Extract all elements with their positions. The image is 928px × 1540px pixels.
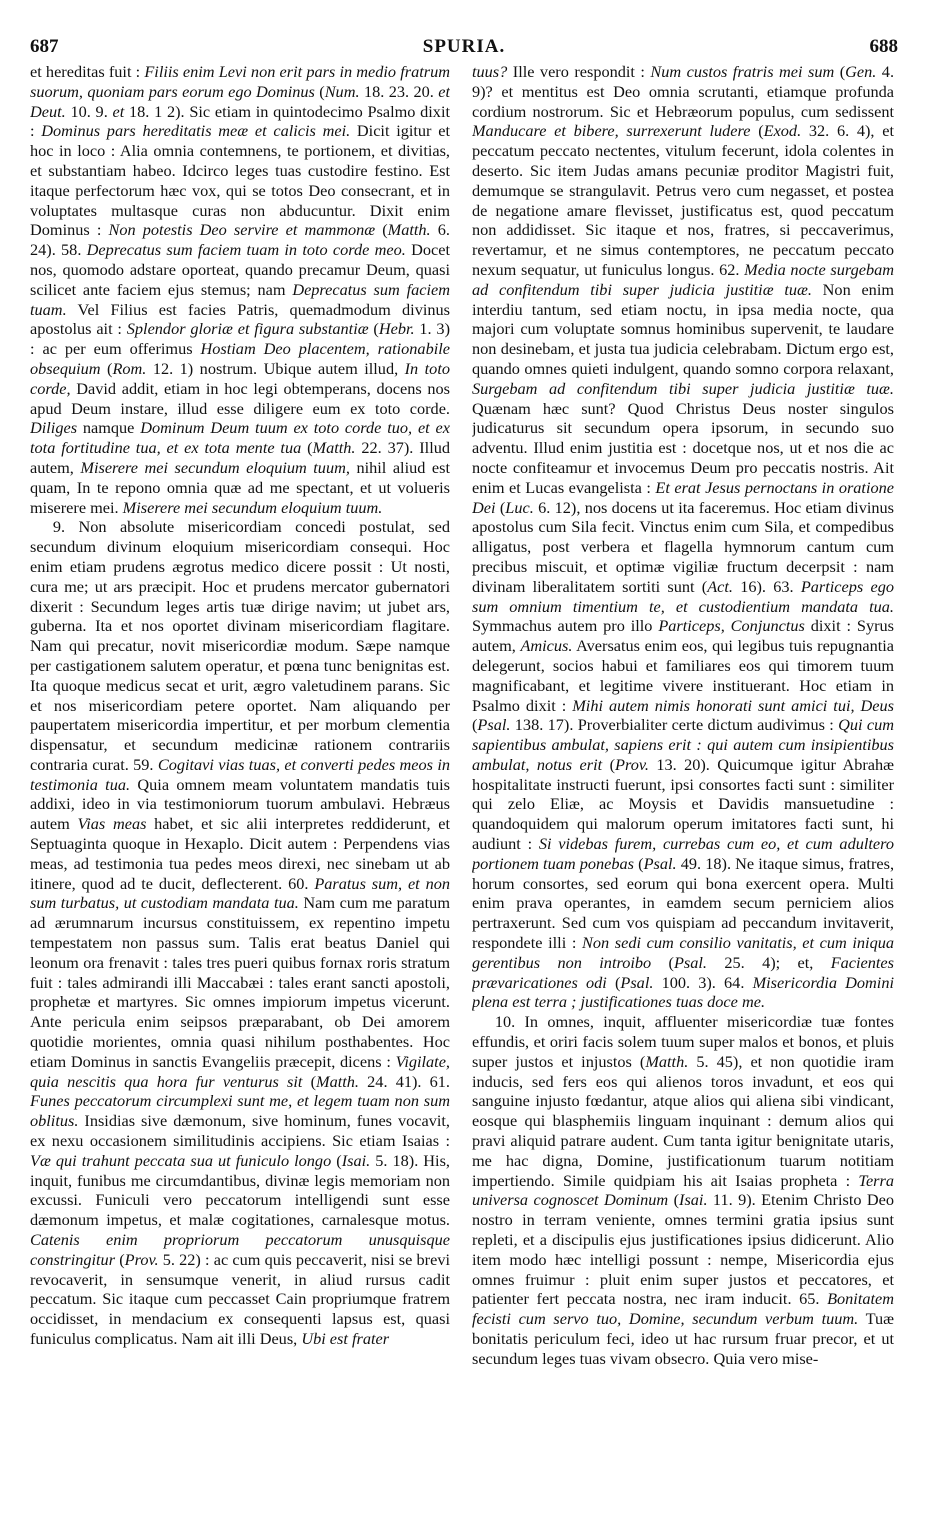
italic-text-run: Matth. (645, 1051, 689, 1071)
text-run: 6. 24). 58. (30, 220, 450, 260)
italic-text-run: Mihi autem nimis honorati sunt amici tui, Deus (572, 695, 894, 715)
italic-text-run: Psal. (620, 972, 654, 992)
italic-text-run: Et erat Jesus pernoctans in oratione Dei (472, 477, 894, 517)
italic-text-run: Diliges (30, 418, 78, 438)
italic-text-run: Splendor gloriæ et figura substantiæ (126, 319, 369, 339)
italic-text-run: Prov. (124, 1249, 159, 1269)
italic-text-run: Misericordia Domini plena est terra ; justificationes tuas doce me. (472, 972, 894, 1012)
italic-text-run: Deprecatus sum faciem tuam in toto corde meo. (86, 240, 406, 260)
text-run: ( (668, 1190, 680, 1210)
italic-text-run: Si videbas furem, currebas cum eo, et cum adultero portionem tuam ponebas (472, 834, 894, 873)
text-run: ( (314, 81, 325, 101)
italic-text-run: Qui cum sapientibus ambulat, sapiens erit : qui autem cum insipientibus ambulat, notus erit (472, 715, 894, 774)
text-run: 1. 3) : ac per eum offerimus (30, 319, 450, 359)
right-paragraph-1 (472, 62, 894, 1012)
text-run: 9. Non absolute misericordiam concedi postulat, sed secundum divinum eloquium misericordiam consequi. Hoc enim etiam prudens ægrotus medico dicere possit : Ut nosti, cura me; ut ars præcipit. Hoc et prudens mercator gubernatori dixerit : Secundum leges artis tuæ dirige navim; ut jubet ars, guberna. Ita et nos oportet divinam misericordiam flagitare. Nam qui precatur, novit misericordiæ modum. Sæpe namque per castigationem salutem operatur, et pœna tunc benignitas est. Ita quoque medicus secat et urit, ægro valetudinem parans. Sic et nos misericordiam petere oportet. Nam aliquando per paupertatem misericordia impertitur, et per morbum clementia dispensatur, et secundum medicinæ rationem contrariis contraria curat. 59. (30, 517, 450, 774)
text-run: Docet nos, quomodo adstare oporteat, quando precamur Deum, quasi scilicet ante faciem ejus stemus; nam (30, 240, 450, 299)
text-run: habet, et sic alii interpretes reddiderunt, et Septuaginta quoque in Hexaplo. Dicit autem : Perpendens vias meas, ad testimonia tua pedes meos direxi, nec sinebam ut ab itinere, quod ad te ducit, deflecterent. 60. (30, 814, 450, 893)
italic-text-run: tuus? (472, 62, 508, 81)
italic-text-run: Facientes prævaricationes odi (472, 952, 894, 992)
italic-text-run: Act. (707, 576, 733, 596)
italic-text-run: Dominus pars hereditatis meæ et calicis mei. (41, 121, 351, 141)
text-run: 12. 1) nostrum. Ubique autem illud, (146, 358, 405, 378)
text-run: 5. 45), et non quotidie iram inducis, sed fers eos qui alienos toros invadunt, et eos qui sanguine injusto fœdantur, atque alios qui aliena sibi vindicant, eosque qui blasphemiis linguam inquinant : demum alios qui pravi aliquid patrare audent. Cum tanta igitur benignitate utaris, me hac digna, Domine, justificationum tuarum notitiam impertiendo. Simile quidpiam his ait Isaias propheta : (472, 1051, 894, 1190)
text-run: 18. 1 2). Sic etiam in quintodecimo Psalmo dixit : (30, 101, 450, 141)
italic-text-run: Media nocte surgebam ad confitendum tibi super judicia justitiæ tuæ. (472, 259, 894, 299)
left-column (30, 62, 450, 1514)
italic-text-run: Cogitavi vias tuas, et converti pedes meos in testimonia tua. (30, 754, 450, 794)
text-run: Quænam hæc sunt? Quod Christus Deus noster singulos judicaturus sit secundum opera ipsorum, in secundo suo adventu. Illud enim justitia est : docetque nos, ut et nos die ac nocte confiteamur et invocemus Deum pro peccatis nostris. Ait enim et Lucas evangelista : (472, 398, 894, 497)
italic-text-run: Dominum Deum tuum ex toto corde tuo, et ex tota fortitudine tua, et ex tota mente tua (30, 418, 450, 458)
text-run: 100. 3). 64. (653, 972, 753, 992)
italic-text-run: In toto corde, (30, 358, 450, 398)
italic-text-run: Psal. (673, 952, 707, 972)
text-run: Symmachus autem pro illo (472, 616, 659, 636)
text-run: ( (750, 121, 764, 141)
italic-text-run: Prov. (615, 754, 649, 774)
italic-text-run: Vias meas (77, 814, 147, 834)
italic-text-run: Manducare et bibere, surrexerunt ludere (472, 121, 751, 141)
text-run: ( (834, 62, 846, 81)
text-run: Nam cum me paratum ad ærumnarum incursus constituissem, ex repentino impetu tempestatem non passus sum. Talis erat beatus Daniel qui leonum ora frenavit : tales tres pueri quibus fornax roris stratum fuit : tales admirandi illi Maccabæi : tales erant sancti apostoli, prophetæ et martyres. Sic omnes impiorum impetus vicerunt. Ante pericula enim seipsos præparabant, ob Dei amorem quotidie morientes, omnia quasi nihilum posthabentes. Hoc etiam Dominus in sanctis Evangeliis præcepit, dicens : (30, 893, 450, 1071)
text-run: 10. In omnes, inquit, affluenter misericordiæ tuæ fontes effundis, et oriri facis solem tuum super malos et bonos, et pluis super justos et injustos ( (472, 1012, 894, 1071)
italic-text-run: Isai. (679, 1190, 708, 1210)
italic-text-run: Isai. (341, 1150, 371, 1170)
text-run: nihil aliud est quam, In te repono omnia quæ ad me spectant, et ut volueris miserere mei. (30, 457, 450, 517)
text-run: Aversatus enim eos, qui legibus tuis repugnantia delegerunt, socios habui et familiares eos qui timorem tuum magnificabant, et legitime vivere instituerant. Hoc etiam in Psalmo dixit : (472, 636, 894, 715)
page-number-left: 687 (30, 36, 59, 57)
italic-text-run: Hebr. (378, 319, 415, 339)
text-run: Insidias sive dæmonum, sive hominum, funes vocavit, ex nexu occasionem similitudinis accipiens. Sic etiam Isaias : (30, 1111, 450, 1151)
text-run: 22. 37). Illud autem, (30, 438, 450, 477)
italic-text-run: Non sedi cum consilio vanitatis, et cum iniqua gerentibus non introibo (472, 933, 894, 972)
text-run: David addit, etiam in hoc legi obtemperans, docens nos apud Deum instare, illud esse diligere eum ex toto corde. (30, 378, 450, 418)
italic-text-run: Filiis enim Levi non erit pars in medio fratrum suorum, quoniam pars eorum ego Dominus (30, 62, 450, 101)
text-run: 16). 63. (732, 576, 801, 596)
text-run: 25. 4); et, (706, 952, 831, 972)
text-run: Quia omnem meam voluntatem mandatis tuis addixi, ideo in via testimoniorum tuorum ambulavi. Hebræus autem (30, 774, 450, 834)
text-run: et hereditas fuit : (30, 62, 145, 81)
running-header (30, 36, 898, 58)
text-run: ( (100, 358, 113, 378)
text-run: ( (115, 1249, 125, 1269)
italic-text-run: Matth. (312, 438, 356, 458)
text-run: 32. 6. 4), et peccatum peccato nectentes, vitulum fecerunt, idola colentes in deserto. Sic item Judas amans pecuniæ proditor Magistri fuit, demumque se strangulavit. Petrus vero cum negasset, et postea de negatione amare flevisset, justificatus est, quod peccatum non addidisset. Sic itaque et nos, fratres, si peccaverimus, revertamur, et ne simus contemptores, ne peccatum peccato nexum sequatur, ut funiculus longus. 62. (472, 121, 894, 279)
text-run: ( (651, 952, 674, 972)
text-run: 5. 18). His, inquit, funibus me circumdantibus, divinæ legis memoriam non excussi. Funiculi vero peccatorum intelligendi sunt esse dæmonum impetus, et malæ cogitationes, carnalesque motus. (30, 1150, 450, 1230)
italic-text-run: Psal. (477, 715, 511, 735)
italic-text-run: Matth. (387, 220, 431, 240)
italic-text-run: Catenis enim propriorum peccatorum unusquisque constringitur (30, 1230, 450, 1269)
text-run: namque (77, 418, 141, 438)
text-run: ( (495, 497, 506, 517)
italic-text-run: Vigilate, quia nescitis qua hora fur venturus sit (30, 1051, 450, 1091)
italic-text-run: Deprecatus sum faciem tuam. (30, 279, 450, 319)
italic-text-run: Miserere mei secundum eloquium tuum. (122, 497, 383, 517)
italic-text-run: Exod. (763, 121, 802, 141)
right-paragraph-2 (472, 1012, 894, 1368)
italic-text-run: Gen. (845, 62, 877, 81)
italic-text-run: Rom. (112, 358, 147, 378)
text-run: ( (634, 853, 644, 873)
italic-text-run: Bonitatem fecisti cum servo tuo, Domine, secundum verbum tuum. (472, 1289, 894, 1329)
text-run: ( (368, 319, 379, 339)
running-title: SPURIA. (422, 36, 506, 57)
italic-text-run: Paratus sum, et non sum turbatus, ut custodiam mandata tua. (30, 873, 450, 913)
page-number-right: 688 (869, 36, 898, 57)
text-run: ( (331, 1150, 342, 1170)
italic-text-run: Num. (324, 81, 360, 101)
italic-text-run: Particeps, Conjunctus (658, 616, 805, 636)
italic-text-run: Psal. (643, 853, 677, 873)
text-run: Vel Filius est facies Patris, quemadmodum divinus apostolus ait : (30, 299, 450, 339)
text-run: 11. 9). Etenim Christo Deo nostro in terram veniente, omnes termini gratia ipsius sunt repleti, et a discipulis ejus justificationes ipsius didicerunt. Alio item modo hæc intelligi possunt : nempe, Misericordia ejus omnes fruimur : pluit enim super justos et peccatores, et patienter fert peccata nostra, nec iram inducit. 65. (472, 1190, 894, 1309)
text-run: dixit : Syrus autem, (472, 616, 894, 656)
text-run: 10. 9. (65, 101, 113, 121)
text-run: Non enim interdiu tantum, sed etiam noctu, in ipsa media nocte, qua majori cum voluptate somnus hominibus supervenit, te laudare non desinebam, et justa tua judicia celebrabam. Dictum ergo est, quando omnes quieti indulgent, quando somno corpora relaxant, (472, 279, 894, 378)
italic-text-run: et (112, 101, 125, 121)
italic-text-run: Funes peccatorum circumplexi sunt me, et legem tuam non sum oblitus. (30, 1091, 450, 1131)
italic-text-run: Matth. (316, 1071, 359, 1091)
italic-text-run: et Deut. (30, 81, 450, 121)
text-run: Dicit igitur et hoc in loco : Alia omnia contemnens, te portionem, et divitias, et substantiam habeo. Idcirco leges tuas custodire festino. Est itaque perfectorum hæc vox, qui se totos Deo consecrant, et in voluptates multasque curas non abducuntur. Dixit enim Dominus : (30, 121, 450, 240)
text-run: 5. 22) : ac cum quis peccaverit, nisi se brevi revocaverit, in sensumque venerit, in aliud rursus cadit peccatum. Sic itaque cum peccasset Cain propriumque fratrem occidisset, in mendacium ex consequenti lapsus est, quasi funiculus complicatus. Nam ait illi Deus, (30, 1249, 450, 1348)
italic-text-run: Luc. (505, 497, 534, 517)
text-run: ( (302, 1071, 317, 1091)
left-paragraph-2 (30, 517, 450, 1348)
text-run: 6. 12), nos docens ut ita faceremus. Hoc etiam divinus apostolus cum Sila fecit. Vinctus enim cum Sila, et compedibus alligatus, post verbera et flagella hymnorum cantum cum precibus miscuit, et optimæ vigiliæ fructum decerpsit : nam divinam liberalitatem sortiti sunt ( (472, 497, 894, 596)
text-run: 138. 17). Proverbialiter certe dictum audivimus : (510, 715, 839, 735)
text-run: Ille vero respondit : (507, 62, 651, 81)
italic-text-run: Væ qui trahunt peccata sua ut funiculo longo (30, 1150, 332, 1170)
text-run: Tuæ bonitatis periculum feci, ideo ut hac rursum fruar precor, et ut secundum leges tuas vivam obsecro. Quia vero mise- (472, 1309, 894, 1368)
italic-text-run: Terra universa cognoscet Dominum (472, 1170, 894, 1210)
text-run: ( (602, 754, 616, 774)
text-run: ( (375, 220, 388, 240)
text-run: 13. 20). Quicumque igitur Abrahæ hospitalitate instructi fuerunt, ipsi consortes facti sunt : similiter qui zelo Eliæ, ac Moysis et Davidis mansuetudine : quandoquidem qui malorum operum imitatores facti sunt, hi audiunt : (472, 754, 894, 854)
italic-text-run: Surgebam ad confitendum tibi super judicia justitiæ tuæ. (472, 378, 894, 398)
italic-text-run: Ubi est frater (301, 1329, 390, 1348)
italic-text-run: Non potestis Deo servire et mammonæ (108, 220, 376, 240)
italic-text-run: Miserere mei secundum eloquium tuum, (80, 457, 350, 477)
text-run: ( (606, 972, 621, 992)
italic-text-run: Num custos fratris mei sum (650, 62, 835, 81)
italic-text-run: Hostiam Deo placentem, rationabile obsequium (30, 339, 450, 378)
text-run: ( (472, 715, 478, 735)
right-column (472, 62, 894, 1514)
italic-text-run: Particeps ego sum omnium timentium te, et custodientium mandata tua. (472, 576, 894, 616)
italic-text-run: Amicus. (520, 636, 573, 656)
left-paragraph-1 (30, 62, 450, 517)
text-run: 4. 9)? et mentitus est Deo omnia scrutanti, etiamque profunda cordium nostrorum. Sic et Hebræorum populus, cum sedissent (472, 62, 894, 121)
text-run: 49. 18). Ne itaque simus, fratres, horum consortes, sed eorum qui bona exercent opera. Multi enim prava operantes, in eamdem secum perniciem alios pertraxerunt. Sed cum vos quispiam ad peccandum invitaverit, respondete illi : (472, 853, 894, 953)
text-run: 18. 23. 20. (359, 81, 439, 101)
text-run: 24. 41). 61. (359, 1071, 450, 1091)
text-run: ( (301, 438, 313, 458)
